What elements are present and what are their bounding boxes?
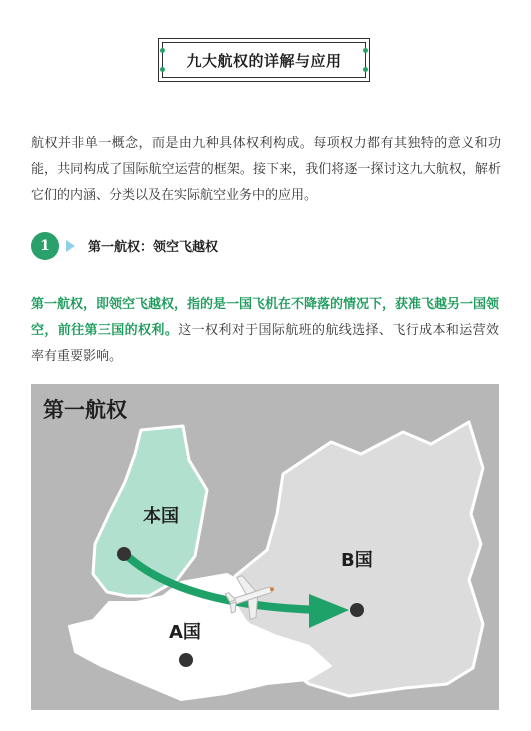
highlight-text: 第一航权，即领空飞越权，指的是一国飞机在不降落的情况下，获准飞越另一国领空，前往第三国的权利。 bbox=[31, 297, 500, 338]
intro-paragraph: 航权并非单一概念，而是由九种具体权利构成。每项权力都有其独特的意义和功能，共同构成了国际航空运营的框架。接下来，我们将逐一探讨这九大航权，解析它们的内涵、分类以及在实际航空业务中的应用。 bbox=[31, 136, 501, 203]
country-a-label: A国 bbox=[169, 622, 201, 643]
home-country-label: 本国 bbox=[143, 506, 179, 527]
map-graphic bbox=[31, 384, 499, 710]
a-location-dot bbox=[179, 653, 193, 667]
decor-dot bbox=[363, 67, 368, 72]
page-title: 九大航权的详解与应用 bbox=[186, 51, 342, 70]
country-b-label: B国 bbox=[341, 550, 373, 571]
decor-dot bbox=[160, 67, 165, 72]
first-freedom-map bbox=[31, 384, 499, 710]
map-title: 第一航权 bbox=[43, 398, 127, 422]
b-location-dot bbox=[350, 603, 364, 617]
section-paragraph bbox=[31, 292, 499, 370]
section-title: 第一航权：领空飞越权 bbox=[88, 240, 219, 255]
title-frame-inner bbox=[162, 42, 366, 78]
home-location-dot bbox=[117, 547, 131, 561]
body-text: 这一权利对于国际航班的航线选择、飞行成本和运营效率有重要影响。 bbox=[31, 323, 499, 364]
decor-dot bbox=[160, 48, 165, 53]
title-box bbox=[158, 38, 370, 82]
play-triangle-icon bbox=[66, 240, 75, 252]
decor-dot bbox=[363, 48, 368, 53]
section-number-badge: 1 bbox=[31, 232, 59, 260]
